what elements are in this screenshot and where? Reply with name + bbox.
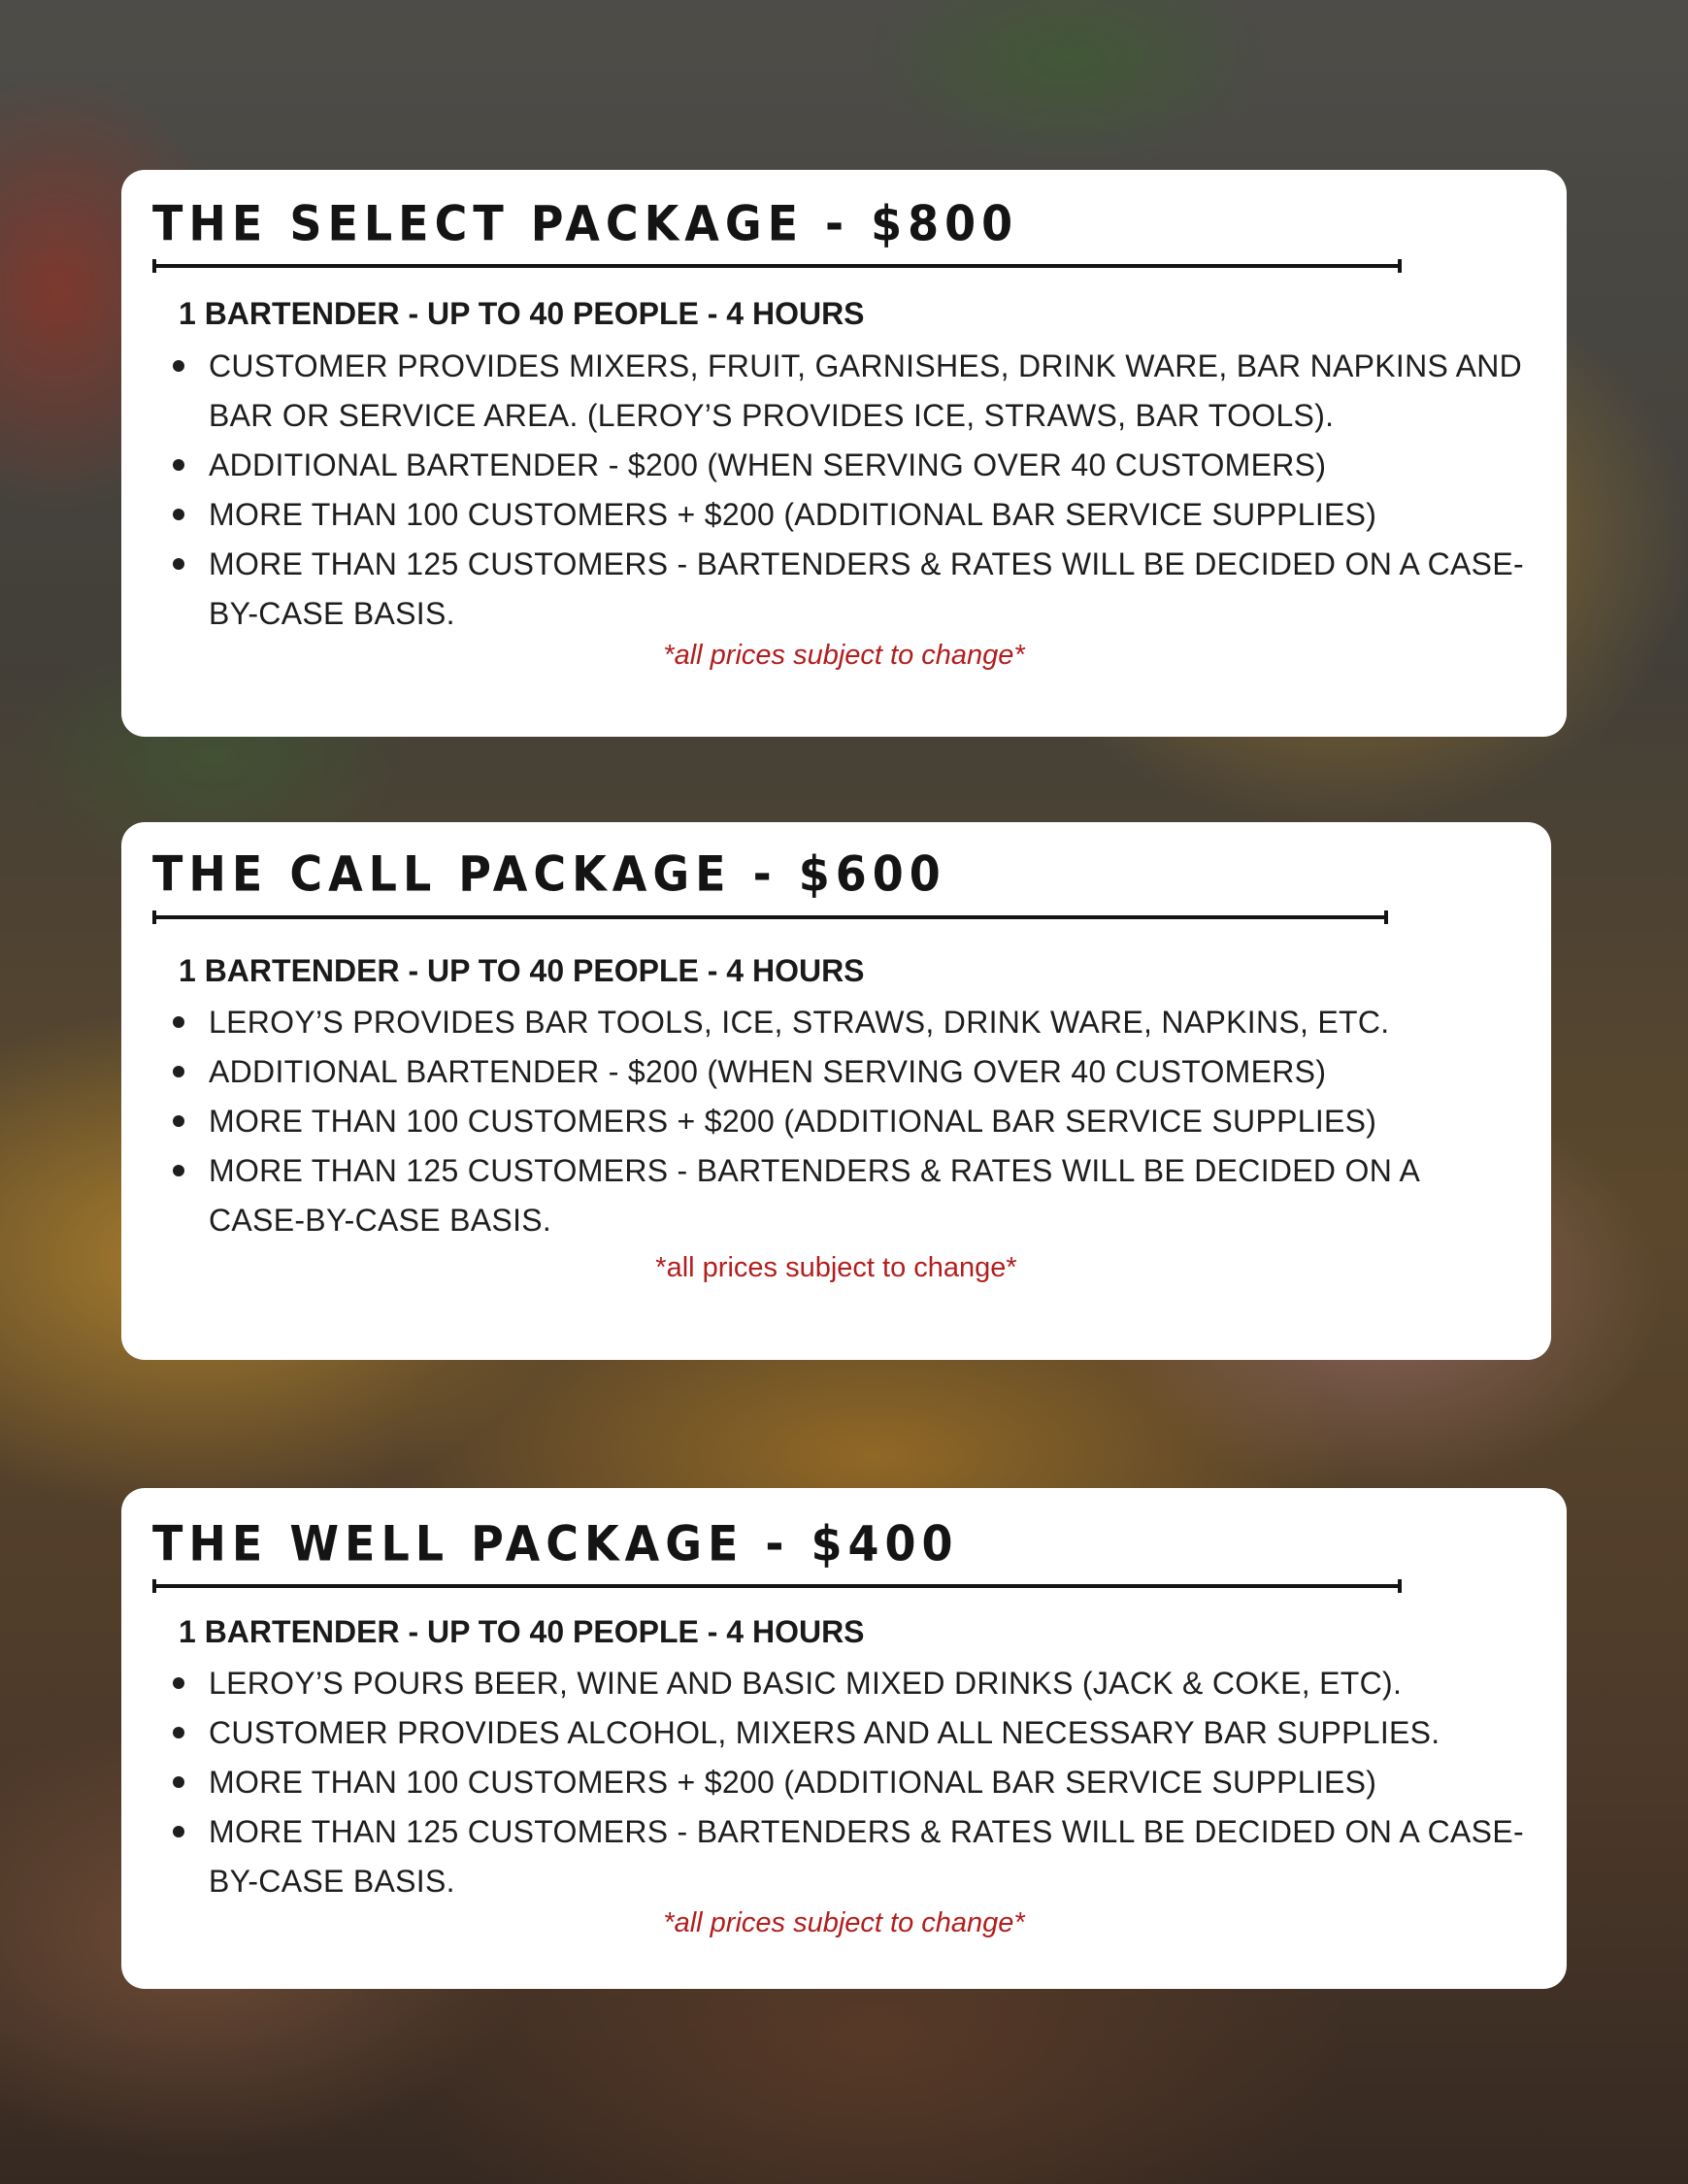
list-item: MORE THAN 100 CUSTOMERS + $200 (ADDITIONAL BAR SERVICE SUPPLIES) [121, 490, 1528, 540]
list-item: ADDITIONAL BARTENDER - $200 (WHEN SERVING OVER 40 CUSTOMERS) [121, 441, 1528, 490]
price-disclaimer: *all prices subject to change* [663, 1907, 1025, 1938]
package-items [121, 342, 1528, 639]
package-title: THE CALL PACKAGE - $600 [152, 845, 946, 903]
list-item: MORE THAN 125 CUSTOMERS - BARTENDERS & RATES WILL BE DECIDED ON A CASE-BY-CASE BASIS. [121, 1146, 1512, 1245]
list-item: ADDITIONAL BARTENDER - $200 (WHEN SERVING OVER 40 CUSTOMERS) [121, 1047, 1512, 1097]
list-item: CUSTOMER PROVIDES MIXERS, FRUIT, GARNISHES, DRINK WARE, BAR NAPKINS AND BAR OR SERVICE AREA. (LEROY’S PROVIDES ICE, STRAWS, BAR TOOLS). [121, 342, 1528, 441]
title-divider [152, 915, 1388, 919]
list-item: LEROY’S PROVIDES BAR TOOLS, ICE, STRAWS, DRINK WARE, NAPKINS, ETC. [121, 998, 1512, 1047]
list-item: CUSTOMER PROVIDES ALCOHOL, MIXERS AND ALL NECESSARY BAR SUPPLIES. [121, 1708, 1528, 1758]
title-divider [152, 264, 1402, 268]
package-title: THE SELECT PACKAGE - $800 [152, 195, 1019, 252]
price-disclaimer: *all prices subject to change* [663, 640, 1025, 671]
well-package-card [121, 1488, 1567, 1989]
list-item: MORE THAN 125 CUSTOMERS - BARTENDERS & RATES WILL BE DECIDED ON A CASE-BY-CASE BASIS. [121, 1807, 1528, 1906]
package-items [121, 998, 1512, 1245]
package-items [121, 1659, 1528, 1906]
list-item: MORE THAN 100 CUSTOMERS + $200 (ADDITIONAL BAR SERVICE SUPPLIES) [121, 1758, 1528, 1807]
list-item: LEROY’S POURS BEER, WINE AND BASIC MIXED DRINKS (JACK & COKE, ETC). [121, 1659, 1528, 1708]
list-item: MORE THAN 125 CUSTOMERS - BARTENDERS & RATES WILL BE DECIDED ON A CASE-BY-CASE BASIS. [121, 540, 1528, 639]
title-divider [152, 1584, 1402, 1588]
call-package-card [121, 822, 1551, 1360]
package-subheading: 1 BARTENDER - UP TO 40 PEOPLE - 4 HOURS [179, 296, 865, 331]
package-title: THE WELL PACKAGE - $400 [152, 1515, 959, 1572]
list-item: MORE THAN 100 CUSTOMERS + $200 (ADDITIONAL BAR SERVICE SUPPLIES) [121, 1097, 1512, 1146]
package-subheading: 1 BARTENDER - UP TO 40 PEOPLE - 4 HOURS [179, 1614, 865, 1649]
package-subheading: 1 BARTENDER - UP TO 40 PEOPLE - 4 HOURS [179, 953, 865, 988]
price-disclaimer: *all prices subject to change* [655, 1252, 1017, 1283]
select-package-card [121, 170, 1567, 737]
